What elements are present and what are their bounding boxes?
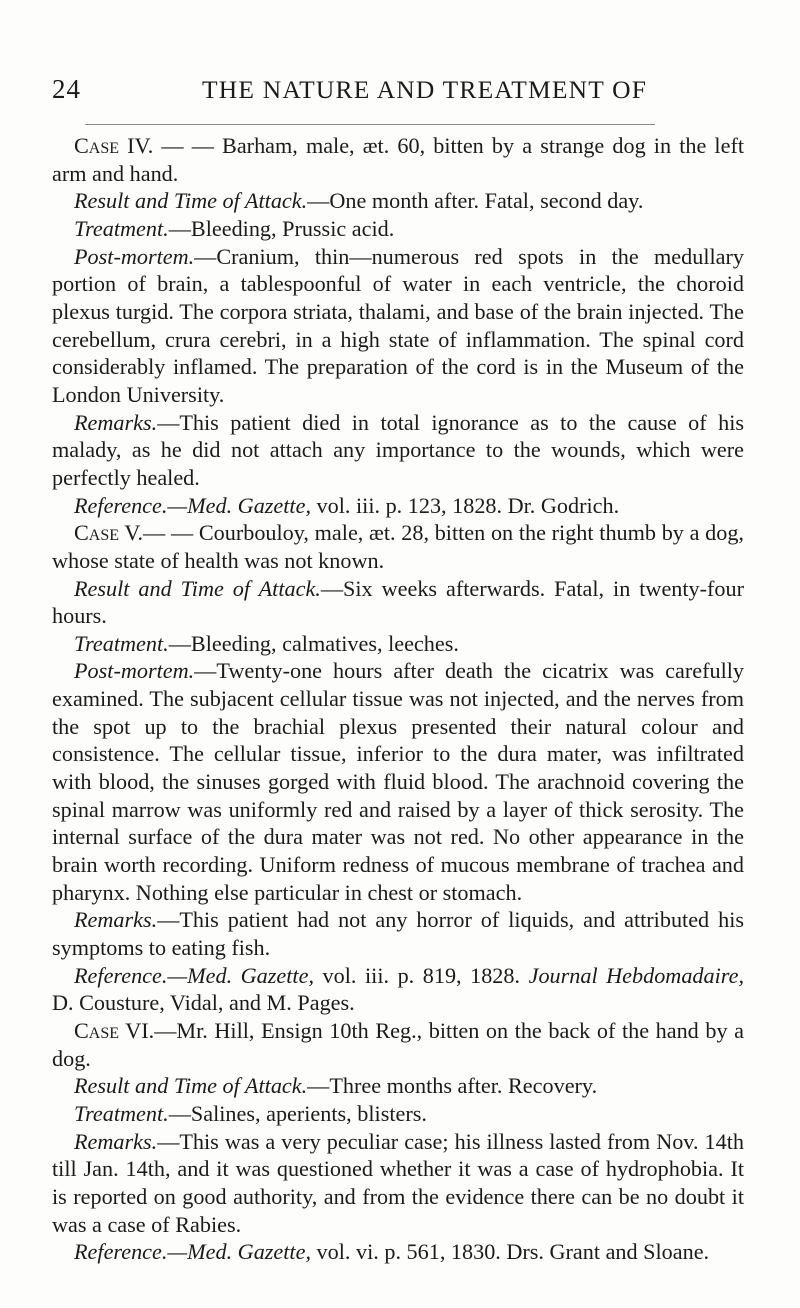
case-vi-result-text: —Three months after. Recovery.: [307, 1073, 598, 1099]
case-iv-remarks-label: Remarks.: [74, 409, 158, 435]
case-v-reference: [52, 962, 744, 1017]
case-iv-remarks: [52, 409, 744, 492]
case-v-heading: Case V.: [74, 520, 144, 546]
case-v-remarks-label: Remarks.: [74, 907, 158, 933]
case-v-intro: [52, 519, 744, 574]
case-vi-intro-text: —Mr. Hill, Ensign 10th Reg., bitten on the back of the hand by a dog.: [52, 1018, 744, 1071]
case-v-reference-text: D. Cousture, Vidal, and M. Pages.: [52, 990, 355, 1016]
case-vi-reference-label: Reference.: [74, 1239, 168, 1265]
case-v-reference-label: Reference.: [74, 962, 168, 988]
case-v-reference-source: —Med. Gazette,: [167, 962, 314, 988]
case-iv-intro-text: — — Barham, male, æt. 60, bitten by a strange dog in the left arm and hand.: [52, 133, 745, 186]
running-head: THE NATURE AND TREATMENT OF: [202, 75, 648, 104]
case-iv-postmortem-text: —Cranium, thin—numerous red spots in the medullary portion of brain, a tablespoonful of water in each ventricle, the choroid plexus turgid. The corpora striata, thalami, and base of the brain injected. The cerebellum, crura cerebri, in a high state of inflammation. The spinal cord considerably inflamed. The preparation of the cord is in the Museum of the London University.: [52, 243, 744, 407]
case-iv-treatment: [52, 215, 744, 243]
case-iv-postmortem-label: Post-mortem.: [74, 243, 195, 269]
page-number: 24: [52, 74, 81, 104]
case-v-reference-journal: Journal Hebdomadaire,: [528, 962, 744, 988]
case-vi-treatment-text: —Salines, aperients, blisters.: [168, 1100, 427, 1126]
case-v-intro-text: — — Courbouloy, male, æt. 28, bitten on the right thumb by a dog, whose state of health was not known.: [52, 520, 744, 573]
case-iv-result-text: —One month after. Fatal, second day.: [307, 188, 644, 214]
header-rule: [85, 124, 655, 125]
case-v-reference-mid: vol. iii. p. 819, 1828.: [314, 962, 529, 988]
case-vi-remarks: [52, 1128, 744, 1239]
case-v-treatment: [52, 630, 744, 658]
case-vi-heading: Case VI.: [74, 1018, 155, 1043]
case-vi-reference-text: vol. vi. p. 561, 1830. Drs. Grant and Sloane.: [311, 1239, 710, 1265]
case-v-postmortem: [52, 657, 744, 906]
case-vi-reference: [52, 1238, 744, 1266]
page-body: [52, 132, 744, 1266]
case-iv-reference-text: vol. iii. p. 123, 1828. Dr. Godrich.: [311, 492, 620, 518]
case-iv-postmortem: [52, 243, 744, 409]
case-vi-treatment: [52, 1100, 744, 1128]
case-vi-reference-source: —Med. Gazette,: [167, 1239, 311, 1265]
case-v-result-text: —Six weeks afterwards. Fatal, in twenty-four hours.: [52, 575, 744, 629]
case-vi-result-label: Result and Time of Attack.: [74, 1073, 308, 1099]
case-iv-reference: [52, 492, 744, 520]
case-v-postmortem-label: Post-mortem.: [74, 658, 195, 684]
case-iv-heading: Case IV.: [74, 133, 154, 158]
case-vi-treatment-label: Treatment.: [74, 1100, 169, 1126]
case-v-postmortem-text: —Twenty-one hours after death the cicatrix was carefully examined. The subjacent cellular tissue was not injected, and the nerves from the spot up to the brachial plexus presented their natural colour and consistence. The cellular tissue, inferior to the dura mater, was infiltrated with blood, the sinuses gorged with fluid blood. The arachnoid covering the spinal marrow was uniformly red and raised by a layer of thick serosity. The internal surface of the dura mater was not red. No other appearance in the brain worth recording. Uniform redness of mucous membrane of trachea and pharynx. Nothing else particular in chest or stomach.: [52, 658, 744, 905]
case-v-treatment-label: Treatment.: [74, 630, 169, 656]
case-vi-remarks-label: Remarks.: [74, 1128, 158, 1154]
case-v-result-label: Result and Time of Attack.: [74, 575, 321, 601]
case-iv-result: [52, 187, 744, 215]
case-v-treatment-text: —Bleeding, calmatives, leeches.: [168, 630, 459, 656]
page-header: [52, 74, 742, 114]
case-iv-remarks-text: —This patient died in total ignorance as to the cause of his malady, as he did not attach any importance to the wounds, which were perfectly healed.: [52, 409, 744, 490]
case-iv-intro: [52, 132, 744, 187]
case-v-remarks: [52, 906, 744, 961]
case-v-remarks-text: —This patient had not any horror of liquids, and attributed his symptoms to eating fish.: [52, 907, 744, 961]
case-iv-treatment-label: Treatment.: [74, 215, 169, 241]
case-vi-result: [52, 1072, 744, 1100]
case-iv-reference-label: Reference.: [74, 492, 168, 518]
case-vi-intro: [52, 1017, 744, 1072]
case-vi-remarks-text: —This was a very peculiar case; his illness lasted from Nov. 14th till Jan. 14th, and it was questioned whether it was a case of hydrophobia. It is reported on good authority, and from the evidence there can be no doubt it was a case of Rabies.: [52, 1128, 744, 1237]
case-iv-result-label: Result and Time of Attack.: [74, 188, 308, 214]
case-iv-treatment-text: —Bleeding, Prussic acid.: [168, 215, 395, 241]
case-iv-reference-source: —Med. Gazette,: [167, 492, 311, 518]
case-v-result: [52, 575, 744, 630]
